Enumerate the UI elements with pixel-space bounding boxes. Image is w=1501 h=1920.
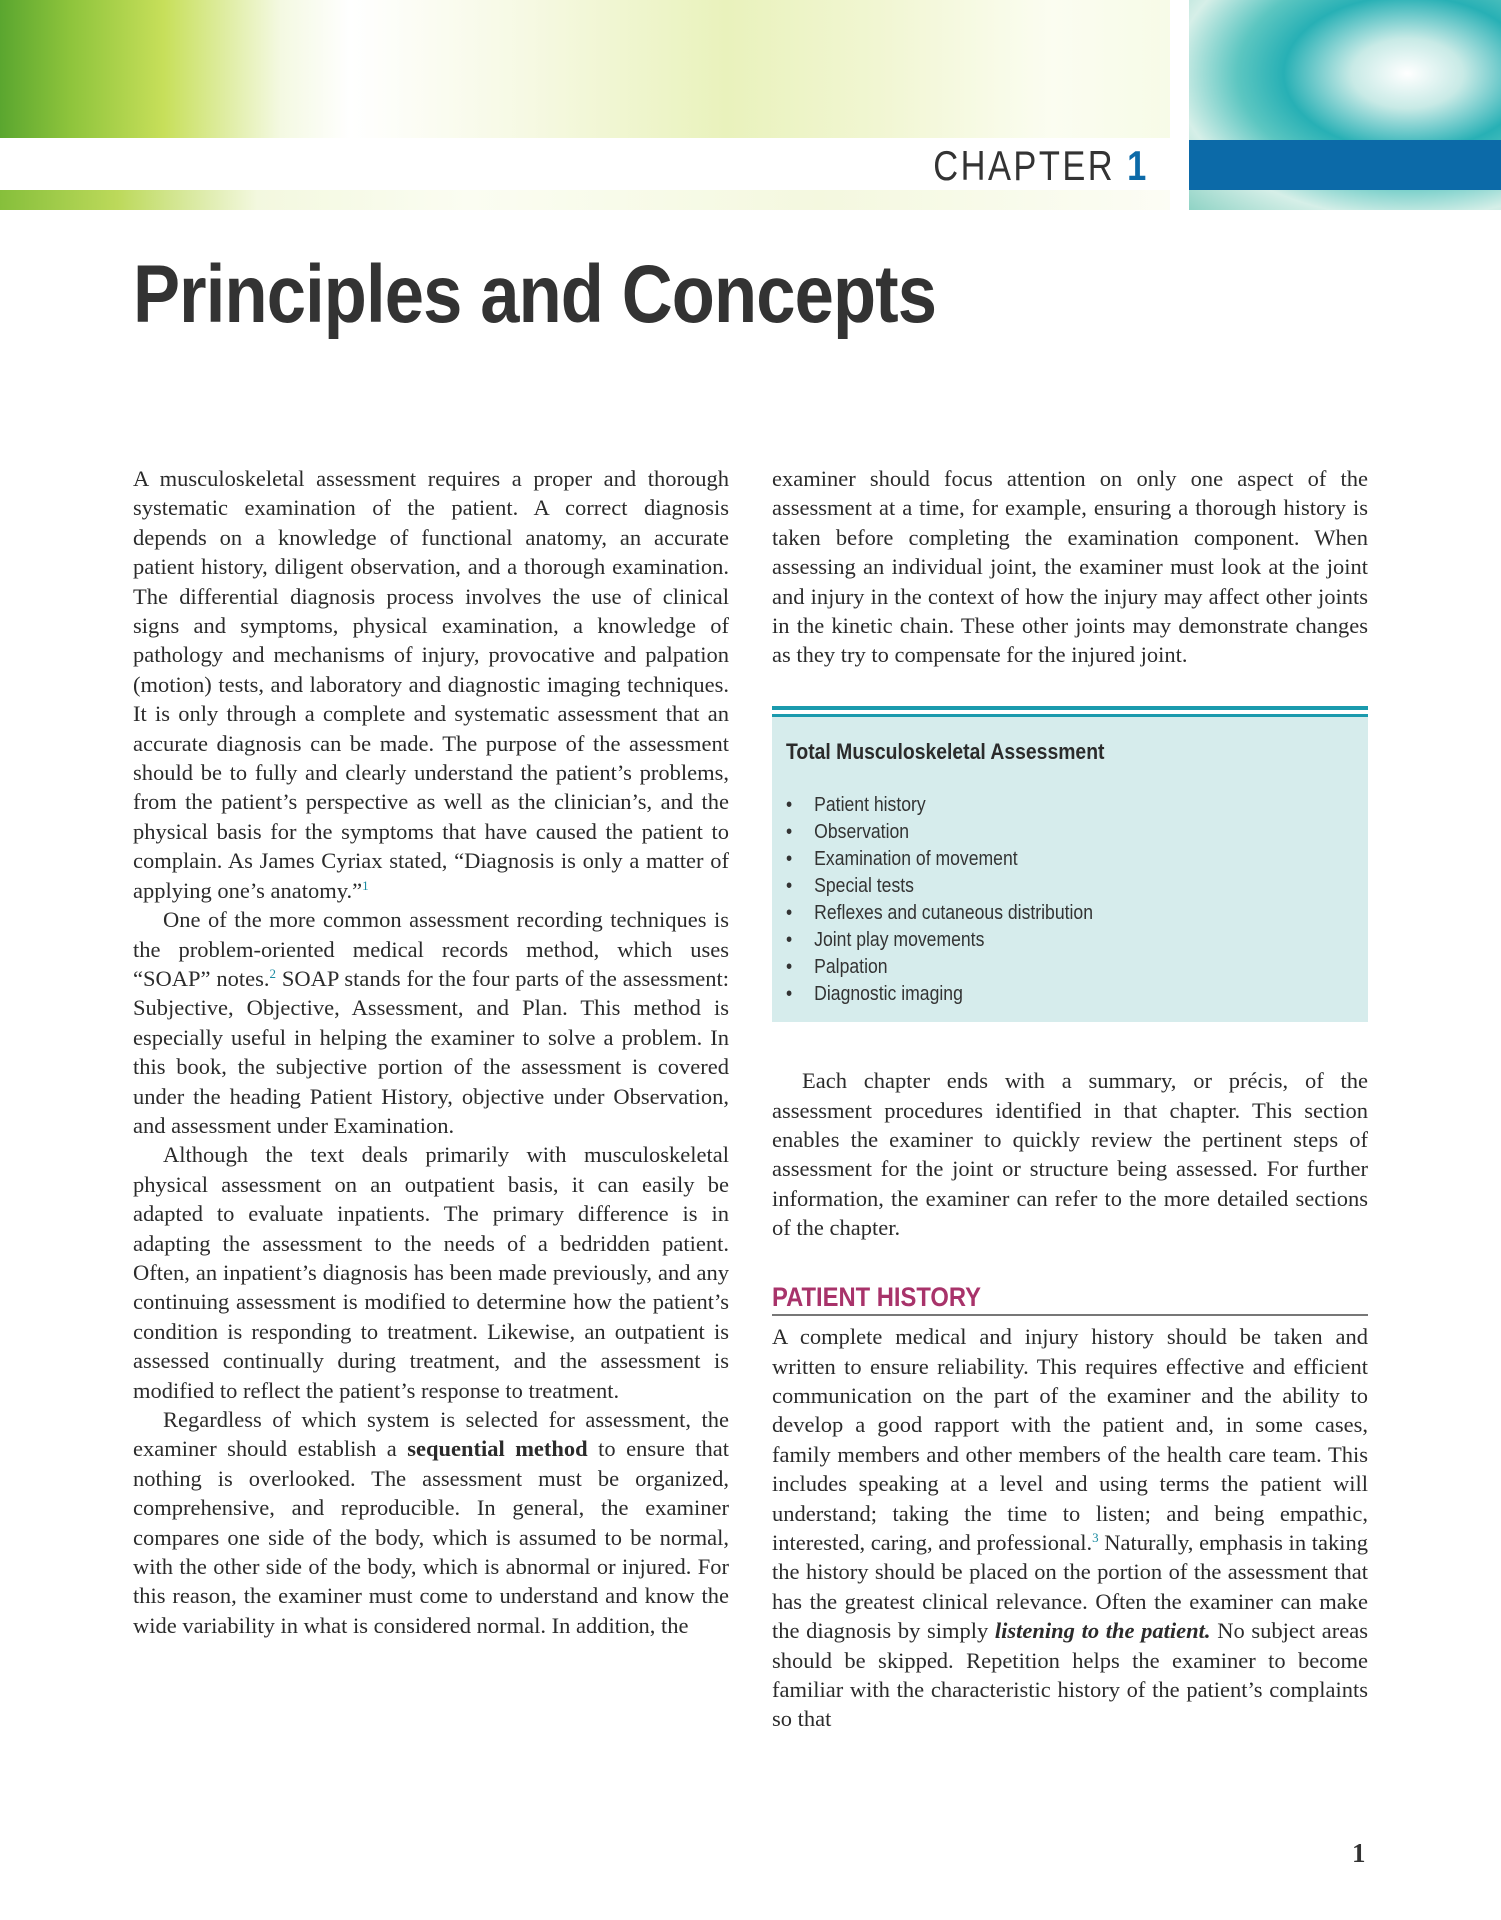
paragraph-soap: [133, 905, 729, 1140]
right-column: [772, 464, 1368, 1734]
list-item: [786, 927, 1286, 954]
list-item-text: Joint play movements: [814, 929, 985, 952]
chapter-word: CHAPTER: [933, 142, 1116, 189]
paragraph-inpatients: Although the text deals primarily with musculoskeletal physical assessment on an outpatient basis, it can easily be adapted to evaluate inpatients. The primary difference is in adapting the assessment to the needs of a bedridden patient. Often, an inpatient’s diagnosis has been made previously, and any continuing assessment is modified to determine how the patient’s condition is responding to treatment. Likewise, an outpatient is assessed continually during treatment, and the assessment is modified to reflect the patient’s response to treatment.: [133, 1142, 729, 1403]
list-item-text: Diagnostic imaging: [814, 983, 963, 1006]
page-title: Principles and Concepts: [133, 249, 937, 340]
reference-3[interactable]: 3: [1092, 1529, 1099, 1545]
paragraph-text: A musculoskeletal assessment requires a proper and thorough systematic examination of the patient. A correct diagnosis depends on a knowledge of functional anatomy, an accurate patient history, diligent observation, and a thorough examination. The differential diagnosis process involves the use of clinical signs and symptoms, physical examination, a knowledge of pathology and mechanisms of injury, provocative and palpation (motion) tests, and laboratory and diagnostic imaging techniques. It is only through a complete and systematic assessment that an accurate diagnosis can be made. The purpose of the assessment should be to fully and clearly understand the patient’s problems, from the patient’s perspective as well as the clinician’s, and the physical basis for the symptoms that have caused the patient to complain. As James Cyriax stated, “Diagnosis is only a matter of applying one’s anatomy.”: [133, 466, 729, 903]
summary-box-title: Total Musculoskeletal Assessment: [786, 738, 1105, 764]
list-item-text: Palpation: [814, 956, 888, 979]
list-item: [786, 792, 1286, 819]
summary-box-list: [786, 792, 1354, 1008]
list-item: [786, 981, 1286, 1008]
list-item: [786, 900, 1286, 927]
paragraph-focus: examiner should focus attention on only one aspect of the assessment at a time, for example, ensuring a thorough history is taken before completing the examination component. When assessing an individual joint, the examiner must look at the joint and injury in the context of how the injury may affect other joints in the kinetic chain. These other joints may demonstrate changes as they try to compensate for the injured joint.: [772, 466, 1368, 668]
section-heading-text: PATIENT HISTORY: [772, 1281, 982, 1312]
paragraph-sequential: [133, 1405, 729, 1640]
header-banner-green: [0, 0, 1170, 138]
list-item-text: Examination of movement: [814, 848, 1018, 871]
paragraph-text: to ensure that nothing is overlooked. The assessment must be organized, comprehensive, and reproducible. In general, the examiner compares one side of the body, which is assumed to be normal, with the other side of the body, which is abnormal or injured. For this reason, the examiner must come to understand and know the wide variability in what is considered normal. In addition, the: [133, 1436, 730, 1638]
list-item: [786, 846, 1286, 873]
list-item: [786, 819, 1286, 846]
summary-box: [772, 714, 1368, 1022]
paragraph-patient-history: [772, 1322, 1368, 1734]
section-heading-patient-history: [772, 1283, 1368, 1316]
paragraph-text: A complete medical and injury history should be taken and written to ensure reliability. This requires effective and efficient communication on the part of the examiner and the ability to develop a good rapport with the patient and, in some cases, family members and other members of the health care team. This includes speaking at a level and using terms the patient will understand; taking the time to listen; and being empathic, interested, caring, and professional.: [772, 1324, 1368, 1555]
list-item-text: Observation: [814, 821, 910, 844]
reference-2[interactable]: 2: [269, 965, 276, 981]
bullet-icon: •: [786, 794, 793, 817]
key-term: sequential method: [407, 1436, 588, 1462]
emphasis-text: listening to the patient.: [994, 1618, 1211, 1644]
bullet-icon: •: [786, 875, 793, 898]
list-item: [786, 873, 1286, 900]
bullet-icon: •: [786, 821, 793, 844]
paragraph-precis: Each chapter ends with a summary, or précis, of the assessment procedures identified in that chapter. This section enables the examiner to quickly review the pertinent steps of assessment for the joint or structure being assessed. For further information, the examiner can refer to the more detailed sections of the chapter.: [772, 1068, 1368, 1241]
bullet-icon: •: [786, 983, 793, 1006]
bullet-icon: •: [786, 956, 793, 979]
bullet-icon: •: [786, 929, 793, 952]
paragraph-intro: [133, 464, 729, 905]
paragraph-text: No subject areas should be skipped. Repetition helps the examiner to become familiar with the characteristic history of the patient’s complaints so that: [772, 1618, 1368, 1732]
list-item-text: Patient history: [814, 794, 926, 817]
chapter-color-bar: [1189, 140, 1501, 190]
left-column: [133, 464, 729, 1640]
list-item-text: Special tests: [814, 875, 914, 898]
paragraph-text: SOAP stands for the four parts of the assessment: Subjective, Objective, Assessment, and Plan. This method is especially useful in helping the examiner to solve a problem. In this book, the subjective portion of the assessment is covered under the heading Patient History, objective under Observation, and assessment under Examination.: [133, 965, 729, 1138]
bullet-icon: •: [786, 848, 793, 871]
chapter-number: 1: [1127, 142, 1149, 189]
list-item: [786, 954, 1286, 981]
list-item-text: Reflexes and cutaneous distribution: [814, 902, 1094, 925]
paragraph-text: One of the more common assessment recording techniques is the problem-oriented medical records method, which uses “SOAP” notes.: [133, 907, 729, 991]
bullet-icon: •: [786, 902, 793, 925]
header-banner-strip: [0, 190, 1170, 210]
reference-1[interactable]: 1: [362, 877, 369, 893]
page-number: 1: [1352, 1838, 1366, 1868]
paragraph-text: Naturally, emphasis in taking the history should be placed on the portion of the assessment that has the greatest clinical relevance. Often the examiner can make the diagnosis by simply: [772, 1529, 1368, 1644]
paragraph-text: Regardless of which system is selected for assessment, the examiner should establish a: [133, 1407, 729, 1462]
chapter-label: [934, 142, 1149, 190]
